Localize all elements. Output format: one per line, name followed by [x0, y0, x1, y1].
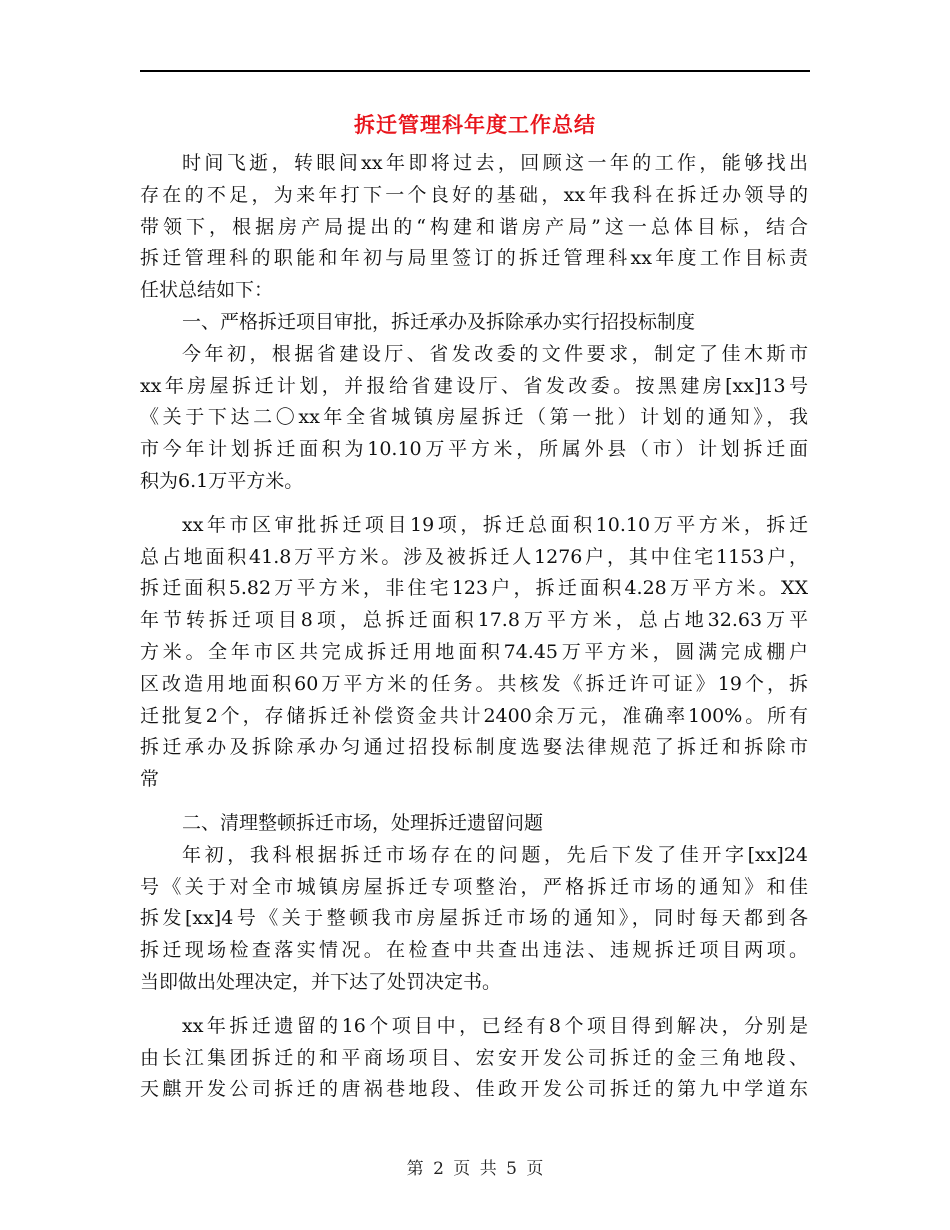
paragraph-gap — [140, 999, 808, 1011]
document-body — [140, 148, 808, 1106]
page-number: 第 2 页 共 5 页 — [406, 1159, 544, 1179]
paragraph-line: 区改造用地面积60万平方米的任务。共核发《拆迁许可证》19个，拆 — [140, 672, 808, 695]
paragraph-line: 常 — [140, 768, 160, 791]
paragraph-line: 今年初，根据省建设厅、省发改委的文件要求，制定了佳木斯市 — [182, 342, 808, 365]
paragraph-line: xx年拆迁遗留的16个项目中，已经有8个项目得到解决，分别是 — [182, 1014, 808, 1037]
paragraph-line: 总占地面积41.8万平方米。涉及被拆迁人1276户，其中住宅1153户， — [140, 545, 808, 568]
paragraph-line: 市今年计划拆迁面积为10.10万平方米，所属外县（市）计划拆迁面 — [140, 438, 808, 461]
paragraph-line: 拆迁承办及拆除承办匀通过招投标制度选娶法律规范了拆迁和拆除市 — [140, 736, 808, 759]
section-heading: 一、严格拆迁项目审批，拆迁承办及拆除承办实行招投标制度 — [182, 310, 696, 333]
paragraph-line: 迁批复2个，存储拆迁补偿资金共计2400余万元，准确率100%。所有 — [140, 704, 808, 727]
paragraph-gap — [140, 796, 808, 808]
paragraph-line: 带领下，根据房产局提出的“构建和谐房产局”这一总体目标，结合 — [140, 215, 808, 238]
paragraph-line: 号《关于对全市城镇房屋拆迁专项整治，严格拆迁市场的通知》和佳 — [140, 875, 808, 898]
paragraph-line: 年节转拆迁项目8项，总拆迁面积17.8万平方米，总占地32.63万平 — [140, 609, 808, 632]
paragraph-line: 由长江集团拆迁的和平商场项目、宏安开发公司拆迁的金三角地段、 — [140, 1046, 808, 1069]
paragraph-line: 拆迁管理科的职能和年初与局里签订的拆迁管理科xx年度工作目标责 — [140, 247, 808, 270]
section-heading: 二、清理整顿拆迁市场，处理拆迁遗留问题 — [182, 811, 544, 834]
paragraph-line: 时间飞逝，转眼间xx年即将过去，回顾这一年的工作，能够找出 — [182, 152, 808, 174]
paragraph-line: 任状总结如下： — [140, 279, 274, 302]
header-rule — [140, 70, 810, 72]
paragraph-line: 《关于下达二〇xx年全省城镇房屋拆迁（第一批）计划的通知》，我 — [140, 406, 808, 429]
paragraph-line: 积为6.1万平方米。 — [140, 469, 304, 492]
paragraph-line: 方米。全年市区共完成拆迁用地面积74.45万平方米，圆满完成棚户 — [140, 640, 808, 663]
paragraph-line: xx年房屋拆迁计划，并报给省建设厅、省发改委。按黑建房[xx]13号 — [140, 374, 808, 397]
document-title: 拆迁管理科年度工作总结 — [354, 112, 596, 137]
paragraph-line: 拆发[xx]4号《关于整顿我市房屋拆迁市场的通知》，同时每天都到各 — [140, 907, 808, 930]
paragraph-line: 天麒开发公司拆迁的唐祸巷地段、佳政开发公司拆迁的第九中学道东 — [140, 1078, 808, 1101]
paragraph-line: 当即做出处理决定，并下达了处罚决定书。 — [140, 970, 502, 993]
paragraph-line: 拆迁现场检查落实情况。在检查中共查出违法、违规拆迁项目两项。 — [140, 939, 808, 962]
paragraph-line: 存在的不足，为来年打下一个良好的基础，xx年我科在拆迁办领导的 — [140, 183, 808, 206]
paragraph-gap — [140, 498, 808, 510]
paragraph-line: 拆迁面积5.82万平方米，非住宅123户，拆迁面积4.28万平方米。XX — [140, 577, 808, 600]
paragraph-line: xx年市区审批拆迁项目19项，拆迁总面积10.10万平方米，拆迁 — [182, 513, 808, 536]
paragraph-line: 年初，我科根据拆迁市场存在的问题，先后下发了佳开字[xx]24 — [182, 843, 808, 866]
